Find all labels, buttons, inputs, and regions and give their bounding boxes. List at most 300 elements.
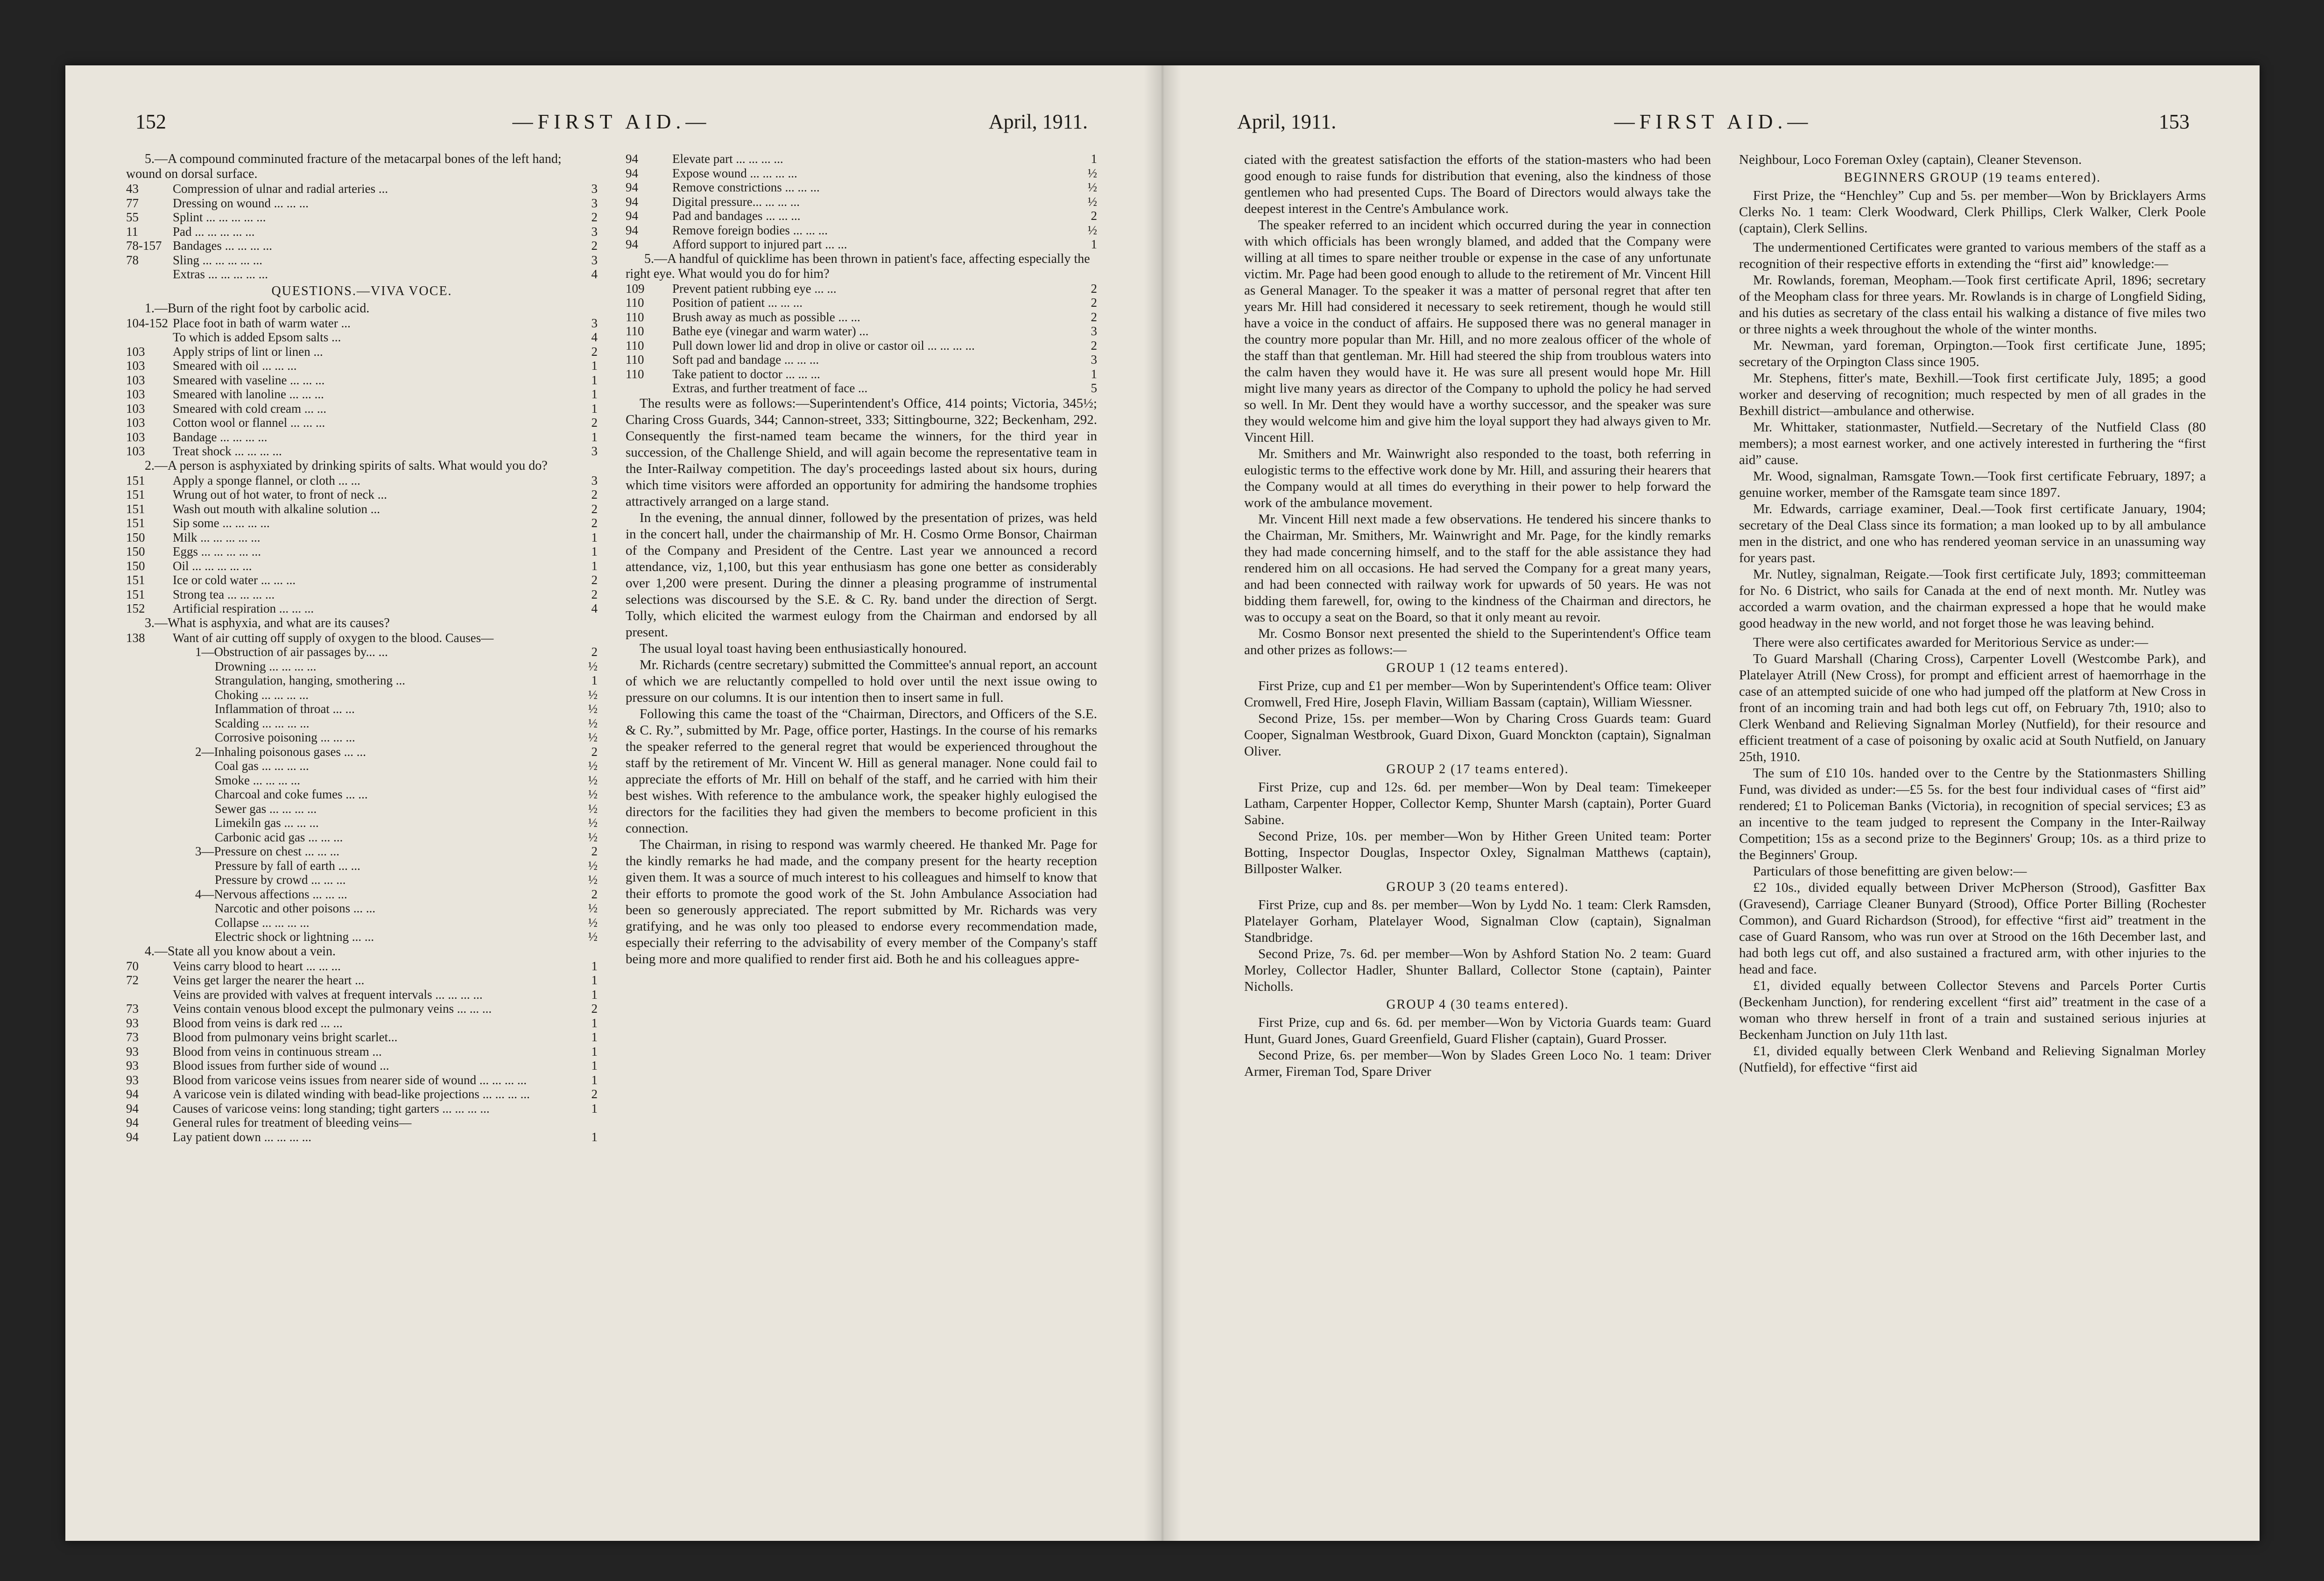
textbook-page-ref: 150 bbox=[126, 544, 145, 558]
marks-row bbox=[126, 873, 598, 887]
marks-row bbox=[126, 973, 598, 988]
textbook-page-ref: 11 bbox=[126, 224, 138, 239]
marks-row bbox=[126, 988, 598, 1002]
viva-4-marks-continued bbox=[626, 152, 1097, 252]
textbook-page-ref: 109 bbox=[626, 281, 645, 296]
marks-row bbox=[126, 345, 598, 359]
marks-item: Treat shock ... ... ... ... bbox=[173, 444, 282, 458]
textbook-page-ref: 94 bbox=[626, 166, 638, 180]
meritorious-entry: £1, divided equally between Clerk Wenband and Relieving Signalman Morley (Nutfield), for effective “first aid bbox=[1739, 1044, 2206, 1075]
marks-item: Sewer gas ... ... ... ... bbox=[215, 801, 317, 816]
marks-row bbox=[626, 353, 1097, 367]
marks-row bbox=[126, 387, 598, 402]
marks-item: Pull down lower lid and drop in olive or castor oil ... ... ... ... bbox=[672, 338, 975, 353]
certificate-entry: Mr. Nutley, signalman, Reigate.—Took first certificate July, 1893; committeeman for No. 6 District, who sails for Canada at the end of next month. Mr. Nutley was accorded a warm ovation, and the chairman expressed a hope that he would make good headway in the new world, and not forget those he was leaving behind. bbox=[1739, 567, 2206, 631]
marks-value: 4 bbox=[591, 330, 598, 344]
textbook-page-ref: 94 bbox=[126, 1129, 139, 1144]
textbook-page-ref: 78-157 bbox=[126, 239, 162, 253]
textbook-page-ref: 94 bbox=[626, 194, 638, 209]
marks-value: 1 bbox=[591, 530, 598, 544]
marks-item: Pressure by fall of earth ... ... bbox=[215, 858, 360, 873]
marks-item: To which is added Epsom salts ... bbox=[173, 330, 341, 344]
textbook-page-ref: 73 bbox=[126, 1030, 139, 1044]
marks-item: Remove foreign bodies ... ... ... bbox=[672, 223, 828, 237]
question-5-marks bbox=[126, 182, 598, 282]
marks-item: Position of patient ... ... ... bbox=[672, 296, 803, 310]
marks-item: Choking ... ... ... ... bbox=[215, 687, 309, 702]
textbook-page-ref: 55 bbox=[126, 210, 139, 224]
marks-row bbox=[126, 1002, 598, 1016]
report-continued-paragraphs bbox=[1244, 152, 1711, 658]
marks-row bbox=[126, 430, 598, 445]
textbook-page-ref: 94 bbox=[626, 223, 638, 237]
marks-value: 1 bbox=[1091, 237, 1097, 251]
marks-value: 2 bbox=[591, 645, 598, 659]
viva-3-intro: 3.—What is asphyxia, and what are its causes? bbox=[145, 615, 390, 630]
marks-row bbox=[126, 787, 598, 802]
beginners-group-heading: BEGINNERS GROUP (19 teams entered). bbox=[1844, 170, 2101, 185]
marks-row bbox=[126, 830, 598, 845]
report-paragraph: Mr. Vincent Hill next made a few observations. He tendered his sincere thanks to the Chairman, Mr. Smithers, Mr. Wainwright and Mr. Page, for the kindly remarks they had made concerning himself, and to the staff for the able assistance they had rendered him on all occasions. He had served the Company for a great many years, and had been connected with railway work for upwards of 50 years. He was not bidding them farewell, for, owing to the kindness of the Chairman and directors, he was to occupy a seat on the Board, so that it only meant au revoir. bbox=[1244, 512, 1711, 625]
marks-row bbox=[126, 844, 598, 859]
textbook-page-ref: 103 bbox=[126, 401, 145, 416]
marks-item: General rules for treatment of bleeding veins— bbox=[173, 1115, 412, 1129]
marks-value: 3 bbox=[591, 182, 598, 196]
prize-paragraph: Second Prize, 15s. per member—Won by Charing Cross Guards team: Guard Cooper, Signalman Westbrook, Guard Dixon, Guard Monckton (captain), Signalman Oliver. bbox=[1244, 711, 1711, 759]
marks-value: 2 bbox=[1091, 209, 1097, 223]
textbook-page-ref: 110 bbox=[626, 353, 644, 367]
textbook-page-ref: 103 bbox=[126, 373, 145, 387]
certificates-list bbox=[1739, 272, 2206, 632]
marks-row bbox=[126, 730, 598, 745]
marks-value: ½ bbox=[588, 716, 598, 730]
marks-item: Cotton wool or flannel ... ... ... bbox=[173, 416, 325, 430]
question-5-intro: 5.—A compound comminuted fracture of the metacarpal bones of the left hand; wound on dorsal surface. bbox=[126, 152, 562, 181]
prize-paragraph: Second Prize, 6s. per member—Won by Slades Green Loco No. 1 team: Driver Armer, Fireman Tod, Spare Driver bbox=[1244, 1048, 1711, 1079]
marks-row bbox=[126, 601, 598, 616]
marks-row bbox=[126, 916, 598, 930]
marks-row bbox=[126, 645, 598, 659]
marks-item: Pad and bandages ... ... ... bbox=[672, 209, 801, 223]
marks-row bbox=[626, 152, 1097, 166]
marks-value: 3 bbox=[1091, 353, 1097, 367]
marks-value: 2 bbox=[1091, 338, 1097, 353]
textbook-page-ref: 103 bbox=[126, 387, 145, 401]
marks-row bbox=[126, 373, 598, 388]
textbook-page-ref: 151 bbox=[126, 587, 145, 601]
textbook-page-ref: 94 bbox=[126, 1101, 139, 1115]
marks-item: Carbonic acid gas ... ... ... bbox=[215, 830, 343, 844]
marks-item: Brush away as much as possible ... ... bbox=[672, 310, 860, 324]
marks-value: 2 bbox=[591, 887, 598, 901]
meritorious-list bbox=[1739, 651, 2206, 1076]
marks-value: 1 bbox=[591, 544, 598, 558]
textbook-page-ref: 110 bbox=[626, 338, 644, 353]
marks-value: ½ bbox=[588, 873, 598, 887]
marks-row bbox=[126, 659, 598, 674]
marks-item: Drowning ... ... ... ... bbox=[215, 659, 317, 673]
marks-value: 5 bbox=[1091, 381, 1097, 395]
marks-value: 1 bbox=[1091, 367, 1097, 381]
marks-row bbox=[126, 1059, 598, 1073]
marks-row bbox=[126, 1101, 598, 1116]
marks-value: 1 bbox=[591, 401, 598, 416]
marks-value: 3 bbox=[591, 316, 598, 330]
marks-row bbox=[126, 402, 598, 416]
marks-row bbox=[626, 166, 1097, 181]
marks-value: 2 bbox=[591, 1087, 598, 1101]
marks-row bbox=[126, 1030, 598, 1045]
marks-row bbox=[126, 530, 598, 545]
marks-row bbox=[126, 745, 598, 759]
marks-item: Elevate part ... ... ... ... bbox=[672, 152, 783, 166]
marks-item: Electric shock or lightning ... ... bbox=[215, 930, 374, 944]
left-page-header bbox=[135, 105, 1088, 142]
marks-row bbox=[126, 859, 598, 873]
page-number: 153 bbox=[2159, 110, 2190, 133]
viva-4-intro: 4.—State all you know about a vein. bbox=[145, 944, 336, 959]
marks-value: ½ bbox=[1087, 180, 1097, 194]
left-page bbox=[65, 65, 1158, 1541]
textbook-page-ref: 73 bbox=[126, 1002, 139, 1016]
marks-row bbox=[126, 559, 598, 573]
textbook-page-ref: 104-152 bbox=[126, 316, 168, 330]
report-paragraph: The results were as follows:—Superintendent's Office, 414 points; Victoria, 345½; Charing Cross Guards, 344; Cannon-street, 333; Sittingbourne, 322; Beckenham, 292. Consequently the first-named team became the winners, for the third year in succession, of the Challenge Shield, and will again become the representative team in the Inter-Railway competition. The day's proceedings lasted about six hours, during which time visitors were afforded an opportunity for admiring the handsome trophies attractively arranged on a large stand. bbox=[626, 395, 1097, 509]
marks-value: 2 bbox=[591, 210, 598, 224]
prize-paragraph: First Prize, cup and 6s. 6d. per member—Won by Victoria Guards team: Guard Hunt, Guard Jones, Guard Greenfield, Guard Flisher (captain), Guard Prosser. bbox=[1244, 1015, 1711, 1046]
marks-value: ½ bbox=[588, 730, 598, 744]
report-paragraph: The usual loyal toast having been enthusiastically honoured. bbox=[640, 641, 967, 656]
marks-item: Prevent patient rubbing eye ... ... bbox=[672, 281, 837, 296]
marks-value: ½ bbox=[588, 787, 598, 801]
marks-row bbox=[126, 544, 598, 559]
marks-item: Digital pressure... ... ... ... bbox=[672, 194, 800, 209]
meritorious-entry: £2 10s., divided equally between Driver McPherson (Strood), Gasfitter Bax (Gravesend), Carriage Cleaner Bunyard (Strood), Office Porter Billing (Rochester Common), and Guard Richardson (Strood), for effective “first aid” treatment in the case of Guard Ransom, who was run over at Strood on the 16th December last, and had both legs cut off, and also sustained a fractured arm, with other injuries to the head and face. bbox=[1739, 880, 2206, 977]
marks-value: ½ bbox=[588, 930, 598, 944]
marks-item: Inflammation of throat ... ... bbox=[215, 702, 355, 716]
marks-value: 3 bbox=[591, 253, 598, 267]
textbook-page-ref: 70 bbox=[126, 959, 139, 973]
textbook-page-ref: 94 bbox=[626, 237, 638, 251]
right-column-2 bbox=[1739, 152, 2206, 1076]
marks-item: Smeared with cold cream ... ... bbox=[173, 401, 327, 416]
marks-value: ½ bbox=[1087, 194, 1097, 209]
report-paragraph: The speaker referred to an incident which occurred during the year in connection with which officials has been wrongly blamed, and added that the Company were willing at all times to spare neither trouble or expense in the case of any unfortunate victim. Mr. Page had been good enough to allude to the retirement of Mr. Vincent Hill as General Manager. To the speaker it was a matter of personal regret that after ten years Mr. Hill had considered it necessary to seek retirement, though he would still have a voice in the conduct of affairs. He supposed there was no general manager in the country more popular than Mr. Hill, and no more zealous officer of the whole of the staff than that gentleman. Mr. Hill had steered the ship from troublous waters into the calm haven they would have it. He was sure all present would hope Mr. Hill might live many years as director of the Company to uphold the policy he had served so well. In Mr. Dent they would have a worthy successor, and the speaker was sure they would welcome him and give him the loyal support they had always given to Mr. Vincent Hill. bbox=[1244, 218, 1711, 445]
marks-item: Expose wound ... ... ... ... bbox=[672, 166, 797, 180]
marks-value: ½ bbox=[588, 915, 598, 930]
marks-value: 1 bbox=[591, 1129, 598, 1144]
marks-item: Lay patient down ... ... ... ... bbox=[173, 1129, 311, 1144]
meritorious-intro: There were also certificates awarded for Meritorious Service as under:— bbox=[1753, 635, 2148, 650]
marks-value: 1 bbox=[1091, 152, 1097, 166]
marks-value: ½ bbox=[588, 773, 598, 787]
marks-value: 3 bbox=[591, 473, 598, 487]
marks-value: 1 bbox=[591, 1073, 598, 1087]
marks-value: 2 bbox=[591, 501, 598, 516]
textbook-page-ref: 77 bbox=[126, 196, 139, 210]
report-paragraph: The Chairman, in rising to respond was warmly cheered. He thanked Mr. Page for the kindly remarks he had made, and the company present for the hearty reception given them. It was a source of much interest to his colleagues and himself to know that their efforts to promote the good work of the St. John Ambulance Association had been so generously appreciated. The report submitted by Mr. Richards was very gratifying, and he was only too pleased to endorse every recommendation made, especially their referring to the advisability of every member of the Company's staff being more and more qualified to render first aid. Both he and his colleagues appre- bbox=[626, 837, 1097, 967]
marks-value: 1 bbox=[591, 1044, 598, 1059]
marks-item: Milk ... ... ... ... ... bbox=[173, 530, 261, 544]
marks-item: Pressure by crowd ... ... ... bbox=[215, 873, 346, 887]
magazine-spread bbox=[65, 65, 2260, 1541]
textbook-page-ref: 152 bbox=[126, 601, 145, 615]
marks-row bbox=[126, 688, 598, 702]
textbook-page-ref: 151 bbox=[126, 573, 145, 587]
meritorious-entry: Particulars of those benefitting are given below:— bbox=[1753, 864, 2027, 879]
marks-item: Sip some ... ... ... ... bbox=[173, 516, 270, 530]
page-number: 152 bbox=[135, 110, 166, 133]
marks-value: ½ bbox=[588, 759, 598, 773]
marks-row bbox=[126, 1073, 598, 1087]
group-heading: GROUP 2 (17 teams entered). bbox=[1386, 762, 1569, 776]
textbook-page-ref: 110 bbox=[626, 296, 644, 310]
textbook-page-ref: 103 bbox=[126, 359, 145, 373]
marks-value: 1 bbox=[591, 1101, 598, 1115]
marks-row bbox=[126, 210, 598, 225]
prize-paragraph: Second Prize, 7s. 6d. per member—Won by Ashford Station No. 2 team: Guard Morley, Collector Hadler, Shunter Ballard, Collector Stone (captain), Painter Nicholls. bbox=[1244, 946, 1711, 994]
marks-row bbox=[626, 296, 1097, 310]
textbook-page-ref: 94 bbox=[626, 180, 638, 194]
marks-row bbox=[126, 473, 598, 488]
marks-row bbox=[126, 816, 598, 830]
marks-row bbox=[626, 282, 1097, 296]
marks-row bbox=[126, 267, 598, 282]
marks-value: 2 bbox=[591, 587, 598, 601]
textbook-page-ref: 94 bbox=[126, 1087, 139, 1101]
viva-1-intro: 1.—Burn of the right foot by carbolic acid. bbox=[145, 301, 370, 316]
textbook-page-ref: 103 bbox=[126, 344, 145, 359]
marks-item: Sling ... ... ... ... ... bbox=[173, 253, 263, 267]
marks-value: ½ bbox=[588, 702, 598, 716]
marks-row bbox=[126, 487, 598, 502]
group-heading: GROUP 4 (30 teams entered). bbox=[1386, 997, 1569, 1012]
certificate-entry: Mr. Newman, yard foreman, Orpington.—Took first certificate June, 1895; secretary of the Orpington Class since 1905. bbox=[1739, 338, 2206, 369]
report-paragraph: Following this came the toast of the “Chairman, Directors, and Officers of the S.E. & C. Ry.”, submitted by Mr. Page, office porter, Hastings. In the course of his remarks the speaker referred to the general regret that would be experienced throughout the staff by the retirement of Mr. Vincent W. Hill as general manager. None could fail to appreciate the efforts of Mr. Hill on behalf of the staff, and he carried with him their best wishes. With reference to the ambulance work, the speaker highly eulogised the directors for the facilities they had given the members to become proficient in this connection. bbox=[626, 706, 1097, 836]
prize-paragraph: First Prize, cup and 12s. 6d. per member—Won by Deal team: Timekeeper Latham, Carpenter Hopper, Collector Kemp, Shunter Marsh (captain), Porter Guard Sabine. bbox=[1244, 780, 1711, 827]
issue-date: April, 1911. bbox=[1237, 110, 1337, 133]
marks-row bbox=[126, 316, 598, 331]
certificates-intro: The undermentioned Certificates were granted to various members of the staff as a recognition of their respective efforts in extending the “first aid” knowledge:— bbox=[1739, 240, 2206, 271]
marks-item: Strong tea ... ... ... ... bbox=[173, 587, 275, 601]
marks-row bbox=[126, 631, 598, 645]
marks-row bbox=[126, 802, 598, 816]
textbook-page-ref: 110 bbox=[626, 367, 644, 381]
marks-value: 2 bbox=[591, 844, 598, 858]
textbook-page-ref: 93 bbox=[126, 1073, 139, 1087]
beginners-prize: First Prize, the “Henchley” Cup and 5s. per member—Won by Bricklayers Arms Clerks No. 1 team: Clerk Woodward, Clerk Phillips, Clerk Walker, Clerk Poole (captain), Clerk Sellins. bbox=[1739, 188, 2206, 236]
viva-5-intro: 5.—A handful of quicklime has been thrown in patient's face, affecting especially the right eye. What would you do for him? bbox=[626, 251, 1090, 281]
marks-row bbox=[126, 444, 598, 459]
marks-row bbox=[126, 587, 598, 602]
marks-item: Veins carry blood to heart ... ... ... bbox=[173, 959, 341, 973]
marks-value: 1 bbox=[591, 1059, 598, 1073]
marks-value: ½ bbox=[588, 687, 598, 702]
marks-value: 2 bbox=[591, 516, 598, 530]
marks-row bbox=[626, 237, 1097, 252]
marks-item: Soft pad and bandage ... ... ... bbox=[672, 353, 819, 367]
marks-value: 1 bbox=[591, 558, 598, 573]
marks-item: Apply strips of lint or linen ... bbox=[173, 344, 323, 359]
marks-item: Artificial respiration ... ... ... bbox=[173, 601, 314, 615]
running-title: —FIRST AID.— bbox=[512, 110, 711, 133]
marks-item: Bandage ... ... ... ... bbox=[173, 430, 268, 444]
marks-item: Blood from pulmonary veins bright scarlet... bbox=[173, 1030, 398, 1044]
marks-item: 1—Obstruction of air passages by... ... bbox=[195, 645, 388, 659]
textbook-page-ref: 94 bbox=[626, 209, 638, 223]
textbook-page-ref: 72 bbox=[126, 973, 139, 987]
marks-value: ½ bbox=[588, 801, 598, 816]
marks-row bbox=[626, 310, 1097, 325]
textbook-page-ref: 151 bbox=[126, 501, 145, 516]
marks-row bbox=[126, 959, 598, 974]
marks-item: Smeared with oil ... ... ... bbox=[173, 359, 297, 373]
marks-item: Veins get larger the nearer the heart ... bbox=[173, 973, 365, 987]
textbook-page-ref: 94 bbox=[126, 1115, 139, 1129]
viva-5-marks bbox=[626, 282, 1097, 395]
textbook-page-ref: 93 bbox=[126, 1016, 139, 1030]
marks-value: ½ bbox=[588, 816, 598, 830]
marks-item: Blood from veins in continuous stream ... bbox=[173, 1044, 382, 1059]
marks-item: Extras, and further treatment of face ... bbox=[672, 381, 868, 395]
marks-item: Wash out mouth with alkaline solution ... bbox=[173, 501, 380, 516]
marks-item: Splint ... ... ... ... ... bbox=[173, 210, 266, 224]
marks-row bbox=[126, 716, 598, 731]
textbook-page-ref: 138 bbox=[126, 630, 145, 645]
marks-value: ½ bbox=[588, 659, 598, 673]
marks-item: Collapse ... ... ... ... bbox=[215, 915, 310, 930]
marks-value: ½ bbox=[1087, 223, 1097, 237]
marks-value: 2 bbox=[591, 1002, 598, 1016]
marks-value: 1 bbox=[591, 387, 598, 401]
textbook-page-ref: 93 bbox=[126, 1059, 139, 1073]
certificate-entry: Mr. Wood, signalman, Ramsgate Town.—Took first certificate February, 1897; a genuine worker, member of the Ramsgate team since 1897. bbox=[1739, 469, 2206, 500]
prize-paragraph: First Prize, cup and £1 per member—Won by Superintendent's Office team: Oliver Cromwell, Fred Hire, Joseph Flavin, William Bassam (captain), William Wiessner. bbox=[1244, 678, 1711, 710]
viva-4-marks bbox=[126, 959, 598, 1144]
marks-value: 1 bbox=[591, 373, 598, 387]
marks-row bbox=[126, 196, 598, 211]
certificate-entry: Mr. Edwards, carriage examiner, Deal.—Took first certificate January, 1904; secretary of the Deal Class since its formation; a man looked up to by all ambulance men in the district, and one who has rendered yeoman service in an unassuming way for years past. bbox=[1739, 501, 2206, 565]
report-paragraph: ciated with the greatest satisfaction the efforts of the station-masters who had been good enough to raise funds for distribution that evening, also the kindness of those gentlemen who had presented Cups. The Board of Directors would always take the deepest interest in the Centre's Ambulance work. bbox=[1244, 152, 1711, 216]
textbook-page-ref: 93 bbox=[126, 1044, 139, 1059]
textbook-page-ref: 43 bbox=[126, 182, 139, 196]
certificate-entry: Mr. Stephens, fitter's mate, Bexhill.—Took first certificate July, 1895; a good worker and deserving of recognition; much respected by men of all grades in the Bexhill district—ambulance and otherwise. bbox=[1739, 371, 2206, 418]
prize-paragraph: First Prize, cup and 8s. per member—Won by Lydd No. 1 team: Clerk Ramsden, Platelayer Gorham, Platelayer Wood, Signalman Clow (captain), Signalman Standbridge. bbox=[1244, 897, 1711, 945]
marks-row bbox=[126, 516, 598, 530]
marks-row bbox=[626, 339, 1097, 353]
marks-value: 1 bbox=[591, 973, 598, 987]
marks-value: 1 bbox=[591, 1016, 598, 1030]
marks-row bbox=[126, 887, 598, 902]
marks-value: 2 bbox=[1091, 296, 1097, 310]
left-column-1 bbox=[126, 152, 598, 1144]
marks-row bbox=[626, 324, 1097, 339]
marks-value: 2 bbox=[591, 416, 598, 430]
marks-row bbox=[126, 225, 598, 239]
report-paragraph: Mr. Richards (centre secretary) submitted the Committee's annual report, an account of which we are reluctantly compelled to hold over until the next issue owing to pressure on our columns. It is our intention then to insert same in full. bbox=[626, 657, 1097, 705]
marks-item: Afford support to injured part ... ... bbox=[672, 237, 847, 251]
textbook-page-ref: 150 bbox=[126, 558, 145, 573]
marks-item: Oil ... ... ... ... ... bbox=[173, 558, 252, 573]
marks-row bbox=[126, 502, 598, 516]
marks-item: Take patient to doctor ... ... ... bbox=[672, 367, 820, 381]
marks-row bbox=[626, 195, 1097, 209]
marks-item: Smeared with vaseline ... ... ... bbox=[173, 373, 325, 387]
meritorious-entry: To Guard Marshall (Charing Cross), Carpenter Lovell (Westcombe Park), and Platelayer Atrill (New Cross), for prompt and efficient arrest of haemorrhage in the case of an attempted suicide of one who had jumped off the platform at New Cross in front of an incoming train and had both legs cut off, on February 7th, 1910; also to Clerk Wenband and Relieving Signalman Morley (Nutfield), for their resource and efficient treatment of a case of poisoning by oxalic acid at South Nutfield, on January 25th, 1910. bbox=[1739, 651, 2206, 764]
marks-item: Dressing on wound ... ... ... bbox=[173, 196, 309, 210]
marks-row bbox=[126, 673, 598, 688]
prize-groups bbox=[1244, 660, 1711, 1080]
meritorious-entry: £1, divided equally between Collector Stevens and Parcels Porter Curtis (Beckenham Junction), for rendering excellent “first aid” treatment in the case of a woman who threw herself in front of a train and sustained serious injuries at Beckenham Junction on July 11th last. bbox=[1739, 978, 2206, 1042]
marks-value: 2 bbox=[591, 744, 598, 759]
report-paragraph: Mr. Cosmo Bonsor next presented the shield to the Superintendent's Office team and other prizes as follows:— bbox=[1244, 626, 1711, 657]
meritorious-entry: The sum of £10 10s. handed over to the Centre by the Stationmasters Shilling Fund, was divided as under:—£5 5s. for the best four individual cases of “first aid” rendered; £1 to Policeman Banks (Victoria), in recognition of special services; £3 as an incentive to the team judged to represent the Company in the Inter-Railway Competition; 15s as a second prize to the Beginners' Group; 10s. as a third prize to the Beginners' Group. bbox=[1739, 766, 2206, 862]
marks-item: Veins contain venous blood except the pulmonary veins ... ... ... bbox=[173, 1002, 492, 1016]
marks-value: 2 bbox=[591, 344, 598, 359]
marks-item: Coal gas ... ... ... ... bbox=[215, 759, 309, 773]
marks-value: 1 bbox=[591, 673, 598, 687]
report-paragraph: Mr. Smithers and Mr. Wainwright also responded to the toast, both referring in eulogistic terms to the effective work done by Mr. Hill, and assuring their hearers that the Company would at all times do everything in their power to help forward the work of the ambulance movement. bbox=[1244, 446, 1711, 510]
marks-value: 1 bbox=[591, 359, 598, 373]
marks-item: Ice or cold water ... ... ... bbox=[173, 573, 296, 587]
marks-item: Bathe eye (vinegar and warm water) ... bbox=[672, 324, 869, 338]
textbook-page-ref: 150 bbox=[126, 530, 145, 544]
marks-row bbox=[126, 573, 598, 587]
report-paragraphs bbox=[626, 395, 1097, 967]
right-column-1 bbox=[1244, 152, 1711, 1080]
marks-value: 2 bbox=[1091, 281, 1097, 296]
marks-value: ½ bbox=[588, 830, 598, 844]
marks-value: 2 bbox=[591, 239, 598, 253]
viva-2-marks bbox=[126, 473, 598, 616]
marks-row bbox=[626, 367, 1097, 381]
textbook-page-ref: 151 bbox=[126, 516, 145, 530]
marks-item: Blood from varicose veins issues from nearer side of wound ... ... ... ... bbox=[173, 1073, 527, 1087]
textbook-page-ref: 78 bbox=[126, 253, 139, 267]
textbook-page-ref: 110 bbox=[626, 310, 644, 324]
marks-value: 1 bbox=[591, 987, 598, 1002]
textbook-page-ref: 103 bbox=[126, 416, 145, 430]
left-column-2 bbox=[626, 152, 1097, 967]
report-paragraph: In the evening, the annual dinner, followed by the presentation of prizes, was held in the concert hall, under the chairmanship of Mr. H. Cosmo Orme Bonsor, Chairman of the Company and President of the Centre. Last year we announced a record attendance, viz, 1,100, but this year enthusiasm has gone one better as considerably over 1,200 were present. During the dinner a pleasing programme of instrumental selections was discoursed by the S.E. & C. Ry. band under the direction of Sergt. Tolly, which elicited the warmest eulogy from the Chairman and endorsed by all present. bbox=[626, 510, 1097, 640]
marks-row bbox=[126, 1115, 598, 1130]
marks-item: Pad ... ... ... ... ... bbox=[173, 224, 255, 239]
marks-item: Blood issues from further side of wound ... bbox=[173, 1059, 389, 1073]
marks-item: Extras ... ... ... ... ... bbox=[173, 267, 268, 281]
marks-row bbox=[126, 182, 598, 196]
marks-item: Apply a sponge flannel, or cloth ... ... bbox=[173, 473, 360, 487]
marks-row bbox=[126, 1087, 598, 1101]
marks-row bbox=[126, 901, 598, 916]
textbook-page-ref: 151 bbox=[126, 473, 145, 487]
marks-value: 3 bbox=[591, 224, 598, 239]
marks-item: Smoke ... ... ... ... bbox=[215, 773, 301, 787]
marks-item: 4—Nervous affections ... ... ... bbox=[195, 887, 347, 901]
marks-row bbox=[126, 416, 598, 430]
marks-value: 4 bbox=[591, 267, 598, 281]
marks-item: Charcoal and coke fumes ... ... bbox=[215, 787, 368, 801]
certificate-entry: Mr. Whittaker, stationmaster, Nutfield.—Secretary of the Nutfield Class (80 members); a most earnest worker, and one actively interested in furthering the “first aid” cause. bbox=[1739, 420, 2206, 467]
viva-3-marks bbox=[126, 631, 598, 944]
textbook-page-ref: 110 bbox=[626, 324, 644, 338]
marks-row bbox=[626, 209, 1097, 223]
marks-item: Eggs ... ... ... ... ... bbox=[173, 544, 261, 558]
marks-item: Causes of varicose veins: long standing; tight garters ... ... ... ... bbox=[173, 1101, 490, 1115]
marks-value: 3 bbox=[591, 444, 598, 458]
issue-date: April, 1911. bbox=[988, 110, 1088, 133]
prize-paragraph: Second Prize, 10s. per member—Won by Hither Green United team: Porter Botting, Inspector Douglas, Inspector Oxley, Signalman Matthews (captain), Billposter Walker. bbox=[1244, 829, 1711, 876]
marks-row bbox=[126, 1130, 598, 1144]
